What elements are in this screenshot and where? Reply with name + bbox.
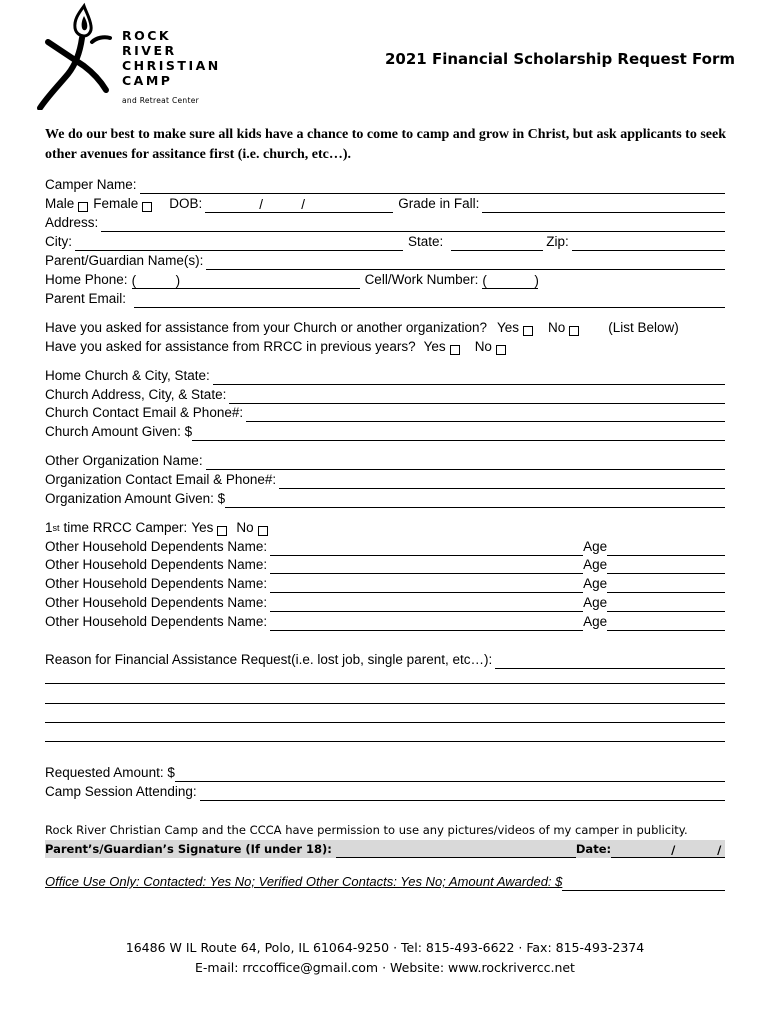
- reason-line[interactable]: [45, 703, 725, 704]
- age-field[interactable]: [607, 578, 725, 593]
- church-address-label: Church Address, City, & State:: [45, 387, 227, 402]
- home-phone-field[interactable]: [132, 274, 360, 289]
- q2-yes-checkbox[interactable]: [450, 345, 460, 355]
- email-label: Parent Email:: [45, 291, 127, 306]
- session-row: [45, 782, 725, 801]
- dependent-row: [45, 555, 725, 574]
- age-label: Age: [583, 576, 608, 591]
- reason-label: Reason for Financial Assistance Request(i.e. lost job, single parent, etc…):: [45, 652, 493, 667]
- footer-contact: E-mail: rrccoffice@gmail.com · Website: www.rockrivercc.net: [195, 960, 575, 975]
- camper-name-row: [45, 175, 725, 194]
- office-use-text: Office Use Only: Contacted: Yes No; Verified Other Contacts: Yes No; Amount Awarded: $: [45, 874, 563, 889]
- requested-amount-label: Requested Amount: $: [45, 765, 175, 780]
- home-church-row: [45, 366, 725, 385]
- church-amount-field[interactable]: [192, 426, 725, 441]
- first-time-row: [45, 518, 725, 537]
- q1-no-checkbox[interactable]: [569, 326, 579, 336]
- cross-flame-icon: [34, 2, 114, 110]
- dob-separator: /: [301, 197, 306, 212]
- phone-row: [45, 270, 725, 289]
- dob-field[interactable]: [205, 198, 393, 213]
- org-contact-label: Organization Contact Email & Phone#:: [45, 472, 277, 487]
- logo-line: CAMP: [122, 73, 173, 88]
- first-time-num: 1: [45, 520, 53, 535]
- question-2-row: [45, 337, 725, 356]
- dependent-name-field[interactable]: [270, 541, 583, 556]
- dependent-row: [45, 574, 725, 593]
- email-field[interactable]: [134, 293, 725, 308]
- signature-date-field[interactable]: [611, 843, 725, 858]
- reason-field[interactable]: [495, 654, 725, 669]
- address-row: [45, 213, 725, 232]
- q2-no-checkbox[interactable]: [496, 345, 506, 355]
- form-title: 2021 Financial Scholarship Request Form: [385, 50, 736, 68]
- city-field[interactable]: [75, 236, 403, 251]
- grade-field[interactable]: [482, 198, 725, 213]
- org-amount-label: Organization Amount Given: $: [45, 491, 226, 506]
- session-label: Camp Session Attending:: [45, 784, 197, 799]
- church-address-row: [45, 385, 725, 404]
- cell-label: Cell/Work Number:: [364, 272, 479, 287]
- signature-label: Parent’s/Guardian’s Signature (If under 18):: [45, 842, 332, 856]
- age-field[interactable]: [607, 541, 725, 556]
- guardian-row: [45, 251, 725, 270]
- dependent-name-field[interactable]: [270, 616, 583, 631]
- age-label: Age: [583, 595, 608, 610]
- list-below-note: (List Below): [608, 320, 679, 335]
- org-name-row: [45, 451, 725, 470]
- q2-yes-label: Yes: [423, 339, 446, 354]
- female-label: Female: [93, 196, 139, 211]
- dependent-row: [45, 593, 725, 612]
- area-code-close: ): [534, 273, 539, 288]
- church-amount-row: [45, 422, 725, 441]
- org-name-label: Other Organization Name:: [45, 453, 203, 468]
- state-field[interactable]: [451, 236, 543, 251]
- camp-logo: [34, 2, 234, 110]
- reason-line[interactable]: [45, 722, 725, 723]
- city-state-zip-row: [45, 232, 725, 251]
- zip-label: Zip:: [546, 234, 569, 249]
- logo-line: RIVER: [122, 43, 177, 58]
- grade-label: Grade in Fall:: [398, 196, 480, 211]
- office-use-row: [45, 872, 725, 891]
- date-separator: /: [671, 843, 676, 857]
- dependent-row: [45, 537, 725, 556]
- requested-amount-field[interactable]: [175, 767, 725, 782]
- q1-no-label: No: [548, 320, 566, 335]
- church-amount-label: Church Amount Given: $: [45, 424, 193, 439]
- church-contact-field[interactable]: [246, 407, 725, 422]
- permission-row: [45, 820, 725, 839]
- area-code-close: ): [175, 273, 181, 288]
- male-label: Male: [45, 196, 75, 211]
- org-contact-row: [45, 470, 725, 489]
- church-contact-label: Church Contact Email & Phone#:: [45, 405, 244, 420]
- date-separator: /: [717, 843, 722, 857]
- q2-no-label: No: [474, 339, 492, 354]
- first-time-no-checkbox[interactable]: [258, 526, 268, 536]
- org-name-field[interactable]: [206, 455, 725, 470]
- home-phone-label: Home Phone:: [45, 272, 128, 287]
- area-code-open: (: [482, 273, 487, 288]
- date-label: Date:: [575, 842, 612, 856]
- age-field[interactable]: [607, 597, 725, 612]
- age-label: Age: [583, 557, 608, 572]
- home-church-field[interactable]: [213, 370, 725, 385]
- reason-line[interactable]: [45, 741, 725, 742]
- logo-line: CHRISTIAN: [122, 58, 221, 73]
- gender-dob-grade-row: [45, 194, 725, 213]
- email-row: [45, 289, 725, 308]
- church-contact-row: [45, 403, 725, 422]
- zip-field[interactable]: [572, 236, 725, 251]
- dependent-name-field[interactable]: [270, 578, 583, 593]
- first-time-yes-checkbox[interactable]: [217, 526, 227, 536]
- dob-label: DOB:: [169, 196, 203, 211]
- dependent-name-field[interactable]: [270, 597, 583, 612]
- church-address-field[interactable]: [229, 389, 725, 404]
- reason-line[interactable]: [45, 683, 725, 684]
- dependent-label: Other Household Dependents Name:: [45, 557, 268, 572]
- question-1-text: Have you asked for assistance from your Church or another organization?: [45, 320, 487, 335]
- age-field[interactable]: [607, 616, 725, 631]
- dependent-row: [45, 612, 725, 631]
- session-field[interactable]: [200, 786, 725, 801]
- signature-field[interactable]: [336, 843, 576, 858]
- male-checkbox[interactable]: [78, 202, 88, 212]
- state-label: State:: [408, 234, 444, 249]
- logo-wordmark: [122, 28, 221, 88]
- area-code-open: (: [131, 273, 137, 288]
- guardian-label: Parent/Guardian Name(s):: [45, 253, 204, 268]
- dependent-label: Other Household Dependents Name:: [45, 539, 268, 554]
- first-time-label: time RRCC Camper:: [63, 520, 188, 535]
- amount-awarded-field[interactable]: [562, 876, 725, 891]
- address-label: Address:: [45, 215, 99, 230]
- q1-yes-checkbox[interactable]: [523, 326, 533, 336]
- dependent-name-field[interactable]: [270, 559, 583, 574]
- first-time-sup: st: [52, 523, 60, 533]
- dob-separator: /: [259, 197, 264, 212]
- q1-yes-label: Yes: [496, 320, 520, 335]
- age-label: Age: [583, 539, 608, 554]
- age-label: Age: [583, 614, 608, 629]
- guardian-field[interactable]: [206, 255, 725, 270]
- requested-amount-row: [45, 763, 725, 782]
- first-time-no-label: No: [236, 520, 254, 535]
- home-church-label: Home Church & City, State:: [45, 368, 210, 383]
- question-1-row: [45, 318, 725, 337]
- logo-line: ROCK: [122, 28, 172, 43]
- logo-subtitle: and Retreat Center: [122, 96, 200, 105]
- org-contact-field[interactable]: [279, 474, 725, 489]
- dependent-label: Other Household Dependents Name:: [45, 576, 268, 591]
- cell-phone-field[interactable]: [482, 274, 538, 289]
- camper-name-label: Camper Name:: [45, 177, 137, 192]
- footer-address: 16486 W IL Route 64, Polo, IL 61064-9250 · Tel: 815-493-6622 · Fax: 815-493-2374: [125, 940, 645, 955]
- dependent-label: Other Household Dependents Name:: [45, 614, 268, 629]
- org-amount-field[interactable]: [225, 493, 725, 508]
- age-field[interactable]: [607, 559, 725, 574]
- camper-name-field[interactable]: [140, 179, 725, 194]
- signature-row: [45, 840, 725, 858]
- question-2-text: Have you asked for assistance from RRCC in previous years?: [45, 339, 416, 354]
- address-field[interactable]: [101, 217, 725, 232]
- city-label: City:: [45, 234, 72, 249]
- org-amount-row: [45, 489, 725, 508]
- first-time-yes-label: Yes: [191, 520, 214, 535]
- female-checkbox[interactable]: [142, 202, 152, 212]
- dependent-label: Other Household Dependents Name:: [45, 595, 268, 610]
- permission-text: Rock River Christian Camp and the CCCA have permission to use any pictures/videos of my camper in publicity.: [45, 823, 688, 837]
- intro-text: We do our best to make sure all kids have a chance to come to camp and grow in Christ, but ask applicants to seek other avenues for assitance first (i.e. church, etc…).: [45, 127, 726, 162]
- reason-row: [45, 650, 725, 669]
